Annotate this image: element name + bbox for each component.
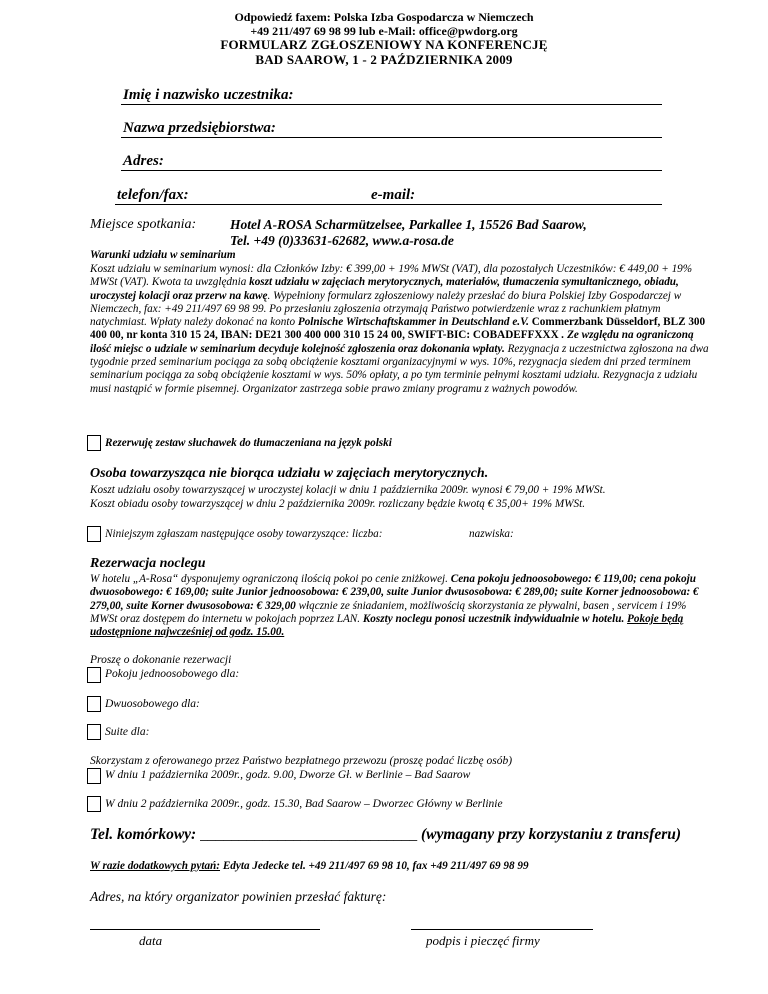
single-room-checkbox[interactable] (87, 667, 101, 683)
email-label: e-mail: (371, 187, 416, 203)
mobile-row (90, 826, 681, 844)
form-subtitle: BAD SAAROW, 1 - 2 PAŹDZIERNIKA 2009 (255, 52, 513, 67)
venue-line-1: Hotel A-ROSA Scharmützelsee, Parkallee 1, 15526 Bad Saarow, (230, 217, 587, 232)
phone-label: telefon/fax: (117, 187, 189, 203)
companion-names-label: nazwiska: (469, 528, 514, 540)
conditions-paragraph (90, 263, 710, 396)
form-title: FORMULARZ ZGŁOSZENIOWY NA KONFERENCJĘ (220, 37, 548, 52)
suite-checkbox[interactable] (87, 724, 101, 740)
companion-checkbox[interactable] (87, 526, 101, 542)
mobile-label: Tel. komórkowy: (90, 826, 197, 843)
contact-row (90, 860, 529, 872)
room-prices: Cena pokoju jednoosobowego: € 119,00; cena pokoju dwuosobowego: € 169,00; suite Junior jednoosobowa: € 239,00, suite Junior dwusosobowa: € 289,00; suite Korner jednoosobowa: € 279,00, suite Korner dwusosobowa: € 329,00 (90, 573, 699, 612)
lodging-payment-note: Koszty noclegu ponosi uczestnik indywidualnie w hotelu. (362, 612, 625, 625)
transfer-day2-checkbox[interactable] (87, 796, 101, 812)
phone-email-input-line[interactable] (115, 204, 662, 205)
headphones-label: Rezerwuję zestaw słuchawek do tłumaczeniana na język polski (105, 437, 392, 449)
conditions-priority: . Ze względu na ograniczoną ilość miejsc o udziale w seminarium decyduje kolejność zgłoszenia oraz dokonania wpłaty. (90, 329, 694, 355)
double-room-checkbox[interactable] (87, 696, 101, 712)
headphones-checkbox[interactable] (87, 435, 101, 451)
company-label: Nazwa przedsiębiorstwa: (123, 120, 276, 136)
conditions-included: koszt udziału w zajęciach merytorycznych, materiałów, tłumaczenia symultanicznego, obiadu, uroczystej kolacji oraz przerw na kawę (90, 276, 679, 302)
mobile-input-blank[interactable]: ____________________________ (200, 826, 418, 843)
companion-cost-1: Koszt udziału osoby towarzyszącej w uroczystej kolacji w dniu 1 października 2009r. wynosi € 79,00 + 19% MWSt. (90, 484, 606, 496)
signature-line[interactable] (411, 929, 593, 930)
date-line[interactable] (90, 929, 320, 930)
name-label: Imię i nazwisko uczestnika: (123, 87, 294, 103)
mobile-note: (wymagany przy korzystaniu z transferu) (420, 826, 682, 843)
lodging-title: Rezerwacja noclegu (90, 556, 206, 571)
address-label: Adres: (123, 153, 164, 169)
conditions-text-3: Rezygnacja z uczestnictwa zgłoszona na dwa tygodnie przed seminarium pociąga za sobą obciążenie kosztami organizacyjnymi w wys. 10%, rezygnacja siedem dni przed terminem seminarium pociąga za sobą obciążenie kosztami w wys. 50% opłaty, a po tym terminie pełnymi kosztami udziału. Rezygnacja z udziału musi nastąpić w formie pisemnej. Organizator zastrzega sobie prawo zmiany programu z ważnych powodów. (90, 342, 709, 395)
date-label: data (139, 933, 163, 948)
header-line-2: +49 211/497 69 98 99 lub e-Mail: office@pwdorg.org (250, 24, 518, 38)
transfer-intro: Skorzystam z oferowanego przez Państwo bezpłatnego przewozu (proszę podać liczbę osób) (90, 755, 513, 767)
transfer-day1-label: W dniu 1 października 2009r., godz. 9.00, Dworze Gł. w Berlinie – Bad Saarow (105, 769, 471, 781)
suite-label: Suite dla: (105, 726, 150, 738)
transfer-day2-label: W dniu 2 października 2009r., godz. 15.30, Bad Saarow – Dworzec Główny w Berlinie (105, 798, 503, 810)
conditions-text-2: . Wypełniony formularz zgłoszeniowy należy przesłać do biura Polskiej Izby Gospodarczej w Niemczech, fax: +49 211/497 69 98 99. Po przesłaniu zgłoszenia otrzymają Państwo potwierdzenie wraz z rachunkiem płatnym natychmiast. Wpłaty należy dokonać na konto (90, 289, 682, 329)
lodging-paragraph (90, 573, 710, 639)
bank-details: Commerzbank Düsseldorf, BLZ 300 400 00, nr konta 310 15 24, IBAN: DE21 300 400 000 310 15 24 00, SWIFT-BIC: COBADEFFXXX (90, 316, 706, 342)
header-line-1: Odpowiedź faxem: Polska Izba Gospodarcza w Niemczech (234, 10, 534, 24)
companion-label: Niniejszym zgłaszam następujące osoby towarzyszące: liczba: (105, 528, 383, 540)
contact-label: W razie dodatkowych pytań: (90, 860, 221, 872)
lodging-included: włącznie ze śniadaniem, możliwością skorzystania ze pływalni, basen , servicem i 19% MWSt oraz dostępem do internetu w pokojach poprzez LAN. (90, 599, 687, 625)
companion-cost-2: Koszt obiadu osoby towarzyszącej w dniu 2 października 2009r. rozliczany będzie kwotą € 35,00+ 19% MWSt. (90, 498, 586, 510)
venue-line-2: Tel. +49 (0)33631-62682, www.a-rosa.de (230, 233, 454, 248)
name-input-line[interactable] (121, 104, 662, 105)
conditions-title: Warunki udziału w seminarium (90, 249, 236, 261)
contact-details: Edyta Jedecke tel. +49 211/497 69 98 10, fax +49 211/497 69 98 99 (220, 860, 529, 872)
companion-title: Osoba towarzysząca nie biorąca udziału w zajęciach merytorycznych. (90, 466, 489, 481)
conditions-text-1: Koszt udziału w seminarium wynosi: dla Członków Izby: € 399,00 + 19% MWSt (VAT), dla pozostałych Uczestników: € 449,00 + 19% MWSt (VAT). Kwota ta uwzględnia (90, 263, 693, 289)
single-room-label: Pokoju jednoosobowego dla: (105, 668, 240, 680)
double-room-label: Dwuosobowego dla: (105, 698, 200, 710)
venue-label: Miejsce spotkania: (90, 217, 197, 232)
address-input-line[interactable] (121, 170, 662, 171)
reservation-intro: Proszę o dokonanie rezerwacji (90, 654, 232, 666)
company-input-line[interactable] (121, 137, 662, 138)
invoice-label: Adres, na który organizator powinien przesłać fakturę: (90, 889, 387, 904)
signature-label: podpis i pieczęć firmy (426, 933, 540, 948)
bank-account-holder: Polnische Wirtschaftskammer in Deutschland e.V. (297, 316, 529, 329)
lodging-intro: W hotelu „A-Rosa“ dysponujemy ograniczoną ilością pokoi po cenie zniżkowej. (90, 573, 451, 585)
transfer-day1-checkbox[interactable] (87, 768, 101, 784)
lodging-checkin-note: Pokoje będą udostępnione najwcześniej od godz. 15.00. (90, 612, 684, 639)
